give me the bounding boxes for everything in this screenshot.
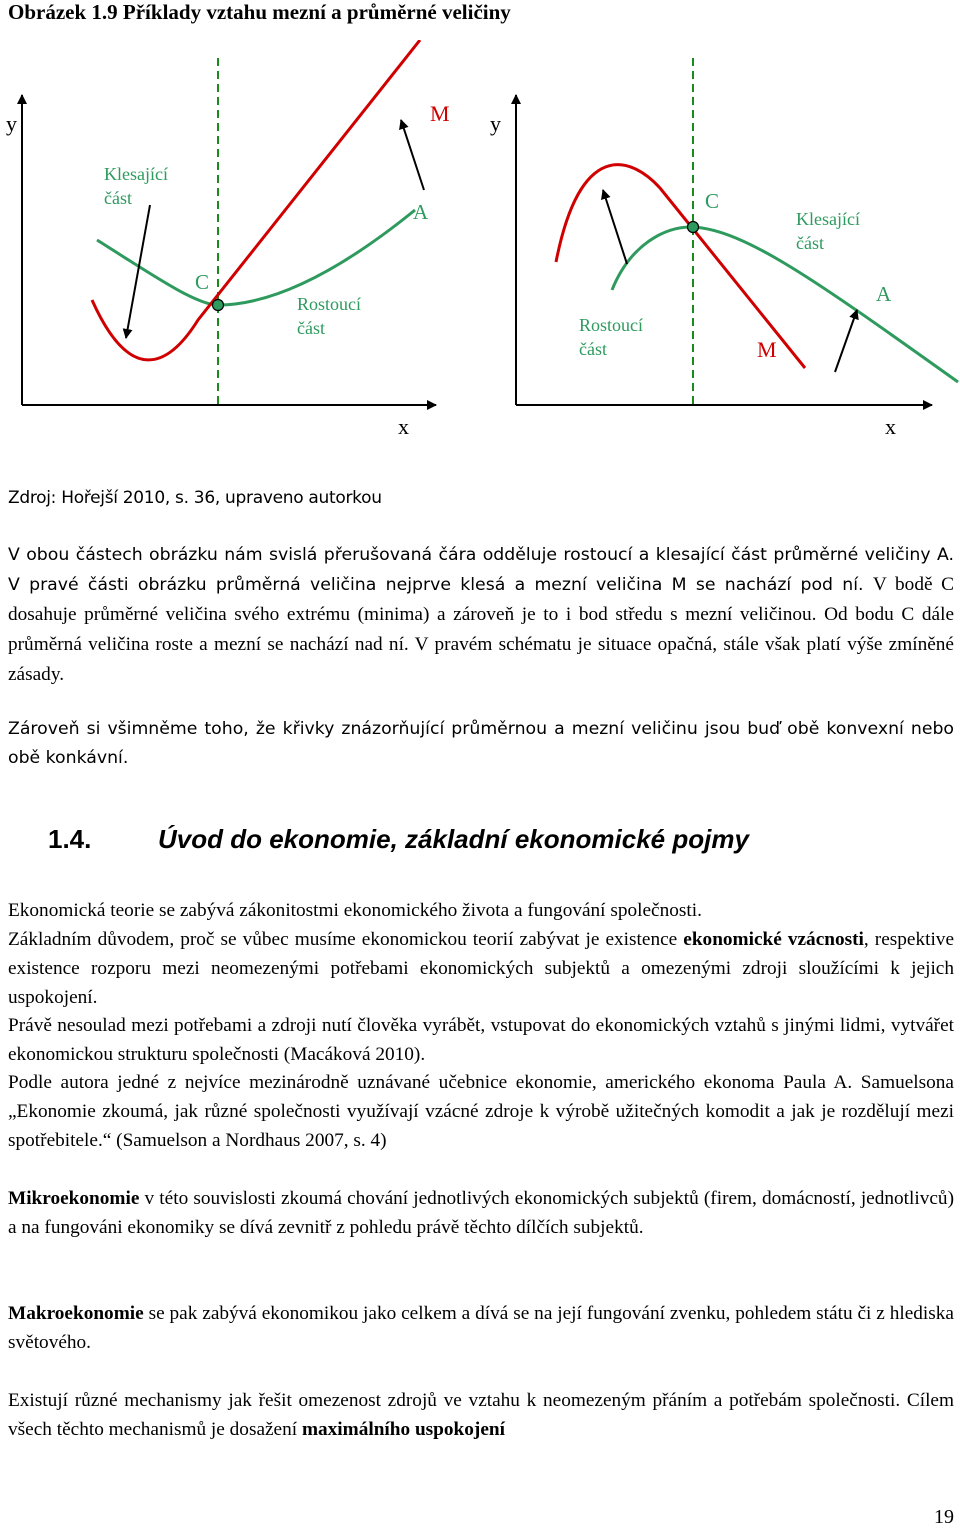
paragraph-figure-explanation [8,541,954,690]
para7-bold-term: Mikroekonomie [8,1188,140,1209]
left-point-c-marker [213,300,224,311]
paragraph-economic-theory [8,896,954,925]
section-number: 1.4. [48,824,92,854]
paragraph-scarcity [8,925,954,1012]
section-title: Úvod do ekonomie, základní ekonomické pojmy [158,824,749,854]
para1-text-2: V bodě C dosahuje průměrné veličina svého extrému (minima) a zároveň je to i bod středu s mezní veličinou. [8,574,954,625]
right-arrow-rising [603,190,627,264]
left-label-falling-2: část [104,188,132,208]
paragraph-microeconomics [8,1184,954,1242]
right-label-falling-1: Klesající [796,209,860,229]
para4-text-1: Základním důvodem, proč se vůbec musíme ekonomickou teorií zabývat je existence [8,929,684,950]
para5-text: Právě nesoulad mezi potřebami a zdroji nutí člověka vyrábět, vstupovat do ekonomických vztahů s jinými lidmi, vytvářet ekonomickou strukturu společnosti (Macáková 2010). [8,1015,954,1065]
left-label-falling-1: Klesající [104,164,168,184]
left-label-rising-2: část [297,318,325,338]
left-label-rising-1: Rostoucí [297,294,362,314]
marginal-average-figure [0,40,960,460]
right-label-rising-2: část [579,339,607,359]
right-point-c-label: C [705,189,720,213]
left-y-label: y [6,111,17,136]
left-curve-a-label: A [413,200,429,224]
right-label-falling-2: část [796,233,824,253]
figure-source: Zdroj: Hořejší 2010, s. 36, upraveno autorkou [8,488,382,508]
right-average-curve [612,227,958,382]
paragraph-mechanisms [8,1386,954,1444]
left-x-label: x [398,414,409,439]
para3-text: Ekonomická teorie se zabývá zákonitostmi ekonomického života a fungování společnosti. [8,900,702,921]
right-arrow-m-to-a [835,310,857,372]
right-label-rising-1: Rostoucí [579,315,644,335]
para4-text-2: , respektive existence rozporu mezi neomezenými potřebami ekonomických subjektů a omezenými zdroji sloužícími k jejich uspokojení. [8,929,955,1008]
para8-text: se pak zabývá ekonomikou jako celkem a dívá se na její fungování zvenku, pohledem státu či z hlediska světového. [8,1303,954,1353]
paragraph-samuelson [8,1068,954,1155]
para1-text-4: V pravém schématu je situace opačná, stále však platí výše zmíněné zásady. [8,634,954,685]
para7-text: v této souvislosti zkoumá chování jednotlivých ekonomických subjektů (firem, domácností, jednotlivců) a na fungováni ekonomiky se dívá zevnitř z pohledu právě těchto dílčích subjektů. [8,1188,954,1238]
left-point-c-label: C [195,270,210,294]
para4-bold-term: ekonomické vzácnosti [683,929,864,950]
right-y-label: y [490,111,501,136]
figure-caption: Obrázek 1.9 Příklady vztahu mezní a průměrné veličiny [8,0,511,24]
left-average-curve [97,210,415,305]
left-panel [6,40,450,439]
left-marginal-curve [92,40,420,360]
paragraph-convexity [8,715,954,773]
paragraph-macroeconomics [8,1299,954,1357]
left-arrow-m-to-a [401,120,424,190]
right-point-c-marker [688,222,699,233]
para6-text-1: Podle autora jedné z nejvíce mezinárodně uznávané učebnice ekonomie, amerického ekonoma [8,1072,784,1093]
right-x-label: x [885,414,896,439]
para6-text-2: Paula A. Samuelsona „Ekonomie zkoumá, jak různé společnosti využívají vzácné zdroje k výrobě užitečných komodit a jak je rozdělují mezi spotřebitele.“ (Samuelson a Nordhaus 2007, s. 4) [8,1072,954,1151]
right-panel [490,58,958,439]
para8-bold-term: Makroekonomie [8,1303,144,1324]
paragraph-needs-resources [8,1011,954,1069]
para1-text-3: Od bodu C dále průměrná veličina roste a mezní se nachází nad ní. [8,604,955,655]
right-curve-a-label: A [876,282,892,306]
para9-text: Existují různé mechanismy jak řešit omezenost zdrojů ve vztahu k neomezeným přáním a potřebám společnosti. Cílem všech těchto mechanismů je dosažení [8,1390,954,1440]
para9-bold-term: maximálního uspokojení [301,1419,505,1440]
page-number: 19 [934,1506,954,1528]
left-curve-m-label: M [430,101,450,126]
para2-text: Zároveň si všimněme toho, že křivky znázorňující průměrnou a mezní veličinu jsou buď obě konvexní nebo obě konkávní. [8,719,954,768]
right-curve-m-label: M [757,337,777,362]
para1-text-1: V obou částech obrázku nám svislá přerušovaná čára odděluje rostoucí a klesající část průměrné veličiny A. V pravé části obrázku průměrná veličina nejprve klesá a mezní veličina M se nachází pod ní. [8,545,954,595]
